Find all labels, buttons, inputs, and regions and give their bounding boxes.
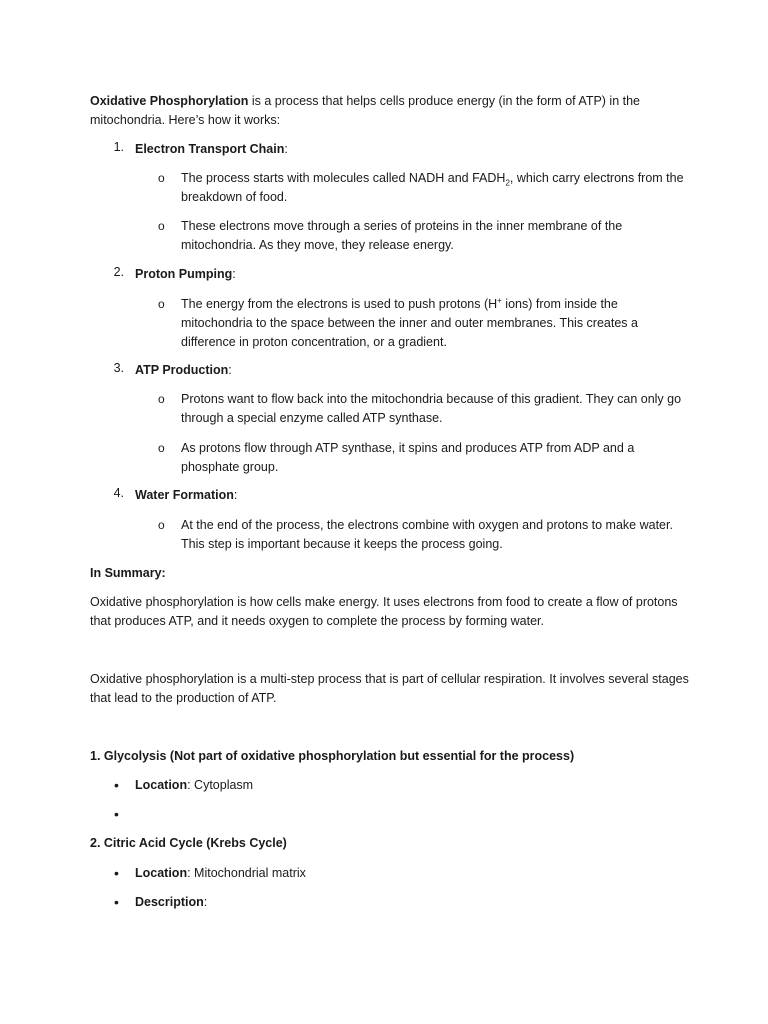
step-bullet-text: As protons flow through ATP synthase, it spins and produces ATP from ADP and a phosphate group. [181, 441, 635, 474]
intro-term: Oxidative Phosphorylation [90, 94, 249, 108]
bullet-dot: • [114, 777, 119, 793]
step-bullet-text: The energy from the electrons is used to push protons (H+ ions) from inside the mitochondria to the space between the inner and outer membranes. This creates a difference in proton concentration, or a gradient. [181, 295, 638, 349]
bullet-marker: o [158, 518, 165, 532]
bullet-dot: • [114, 865, 119, 881]
step-title: Water Formation [135, 488, 234, 502]
step-title: Proton Pumping [135, 267, 233, 281]
step-number: 4. [113, 486, 124, 500]
item-label: Location [135, 778, 188, 792]
intro-paragraph [90, 92, 690, 130]
item-label: Description [135, 895, 204, 909]
summary-paragraph: Oxidative phosphorylation is how cells make energy. It uses electrons from food to create a flow of protons that produces ATP, and it needs oxygen to complete the process by forming water. [90, 595, 678, 628]
bullet-marker: o [158, 219, 165, 233]
section-item: Location: Mitochondrial matrix [135, 866, 306, 880]
bullet-dot: • [114, 894, 119, 910]
bullet-marker: o [158, 392, 165, 406]
step-number: 3. [113, 361, 124, 375]
step-heading: Electron Transport Chain: [135, 142, 288, 156]
bullet-marker: o [158, 171, 165, 185]
step-bullet-text: Protons want to flow back into the mitochondria because of this gradient. They can only go through a special enzyme called ATP synthase. [181, 392, 682, 425]
section-heading: 2. Citric Acid Cycle (Krebs Cycle) [90, 836, 287, 850]
step-number: 2. [113, 265, 124, 279]
step-heading: Water Formation: [135, 488, 238, 502]
step-bullet-text: These electrons move through a series of proteins in the inner membrane of the mitochondria. As they move, they release energy. [181, 219, 623, 252]
bullet-dot: • [114, 806, 119, 822]
section-item: Location: Cytoplasm [135, 778, 254, 792]
step-heading: ATP Production: [135, 363, 232, 377]
bullet-marker: o [158, 297, 165, 311]
step-bullet-text: At the end of the process, the electrons combine with oxygen and protons to make water. This step is important because it keeps the process going. [181, 518, 673, 551]
summary-heading: In Summary: [90, 566, 166, 580]
intro-text: is a process that helps cells produce energy (in the form of ATP) in the mitochondria. Here’s how it works: [90, 94, 641, 127]
item-label: Location [135, 866, 188, 880]
overview-paragraph: Oxidative phosphorylation is a multi-step process that is part of cellular respiration. It involves several stages that lead to the production of ATP. [90, 672, 689, 705]
section-item: Description: [135, 895, 208, 909]
bullet-marker: o [158, 441, 165, 455]
section-heading: 1. Glycolysis (Not part of oxidative phosphorylation but essential for the process) [90, 749, 575, 763]
step-title: Electron Transport Chain [135, 142, 285, 156]
item-value: Mitochondrial matrix [190, 866, 306, 880]
item-value: Cytoplasm [190, 778, 254, 792]
step-title: ATP Production [135, 363, 229, 377]
step-bullet-text: The process starts with molecules called NADH and $FADH_2$, which carry electrons from the breakdown of food. [181, 171, 684, 204]
step-heading: Proton Pumping: [135, 267, 236, 281]
step-number: 1. [113, 140, 124, 154]
